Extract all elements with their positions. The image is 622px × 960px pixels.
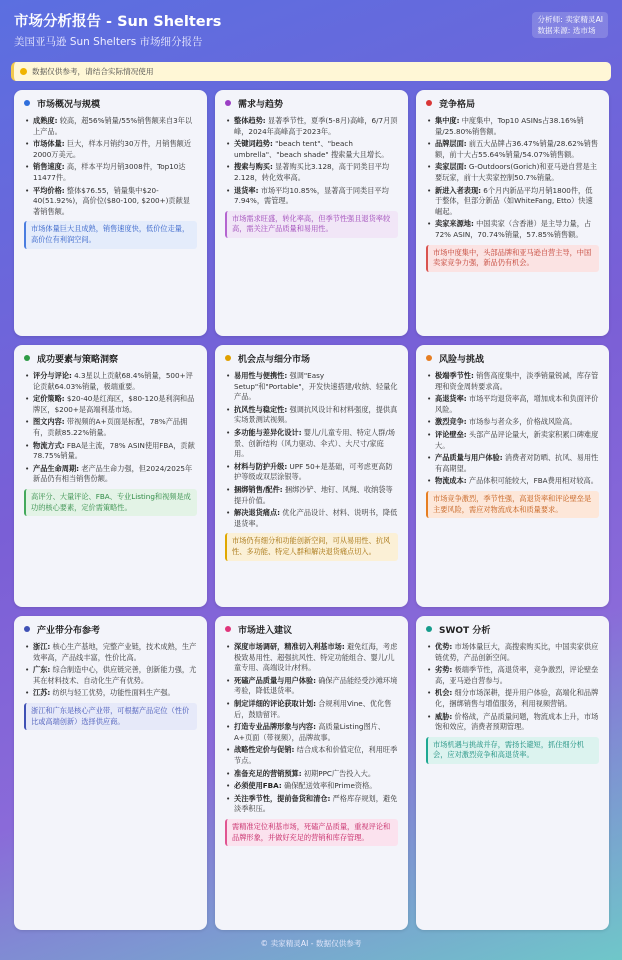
list-item: • 评分与评论: 4.3星以上贡献68.4%销量，500+评论贡献64.03%销量，极端重要。 bbox=[24, 371, 197, 392]
list-item: • 江苏: 纺织与轻工优势，功能性面料生产强。 bbox=[24, 688, 197, 699]
card-title: 风险与挑战 bbox=[426, 354, 599, 367]
list-item: • 多功能与差异化设计: 婴儿/儿童专用、特定人群/场景、创新结构（风力驱动、伞式）、大尺寸/家庭用。 bbox=[225, 428, 398, 460]
card-success-factors bbox=[14, 345, 207, 607]
card-title: 市场概况与规模 bbox=[24, 99, 197, 112]
card-market-overview bbox=[14, 90, 207, 336]
list-item: • 卖家来源地: 中国卖家（含香港）是主导力量，占72% ASIN，70.74%销量，57.85%销售额。 bbox=[426, 219, 599, 240]
conclusion: 浙江和广东是核心产业带，可根据产品定位（性价比或高端创新）选择供应商。 bbox=[24, 703, 197, 730]
source-label: 数据来源: 选市场 bbox=[537, 26, 596, 35]
list-item: • 抗风性与稳定性: 强调抗风设计和材料强度，提供真实场景测试视频。 bbox=[225, 405, 398, 426]
list-item: • 搜索与购买: 显著购买比3.128，高于同类目平均2.128，转化效率高。 bbox=[225, 162, 398, 183]
conclusion: 市场中度集中，头部品牌和亚马逊自营主导，中国卖家竞争力强，新品仍有机会。 bbox=[426, 245, 599, 272]
card-demand-trends bbox=[215, 90, 408, 336]
page-title: 市场分析报告 - Sun Shelters bbox=[14, 14, 222, 30]
list-item: • 易用性与便携性: 强调"Easy Setup"和"Portable"，开发快速搭建/收纳、轻量化产品。 bbox=[225, 371, 398, 403]
bullet-dot-icon bbox=[426, 626, 432, 632]
list-item: • 市场体量: 巨大，样本月销约30万件，月销售额近2000万美元。 bbox=[24, 139, 197, 160]
card-title: 竞争格局 bbox=[426, 99, 599, 112]
list-item: • 平均价格: 整体$76.55，销量集中$20-40(51.92%)，高价位($80-100, $200+)贡献显著销售额。 bbox=[24, 186, 197, 218]
list-item: • 战略性定价与促销: 结合成本和价值定位，利用旺季节点。 bbox=[225, 745, 398, 766]
analyst-label: 分析师: 卖家精灵AI bbox=[537, 15, 603, 24]
card-entry-advice bbox=[215, 616, 408, 930]
card-title: 产业带分布参考 bbox=[24, 625, 197, 638]
list-item: • 准备充足的营销预算: 初期PPC广告投入大。 bbox=[225, 769, 398, 780]
card-opportunities bbox=[215, 345, 408, 607]
list-item: • 评论壁垒: 头部产品评论量大，新卖家积累口碑难度大。 bbox=[426, 430, 599, 451]
bullet-dot-icon bbox=[225, 355, 231, 361]
list-item: • 产品生命周期: 老产品生命力强，但2024/2025年新品仍有相当销售份额。 bbox=[24, 464, 197, 485]
list-item: • 打造专业品牌形象与内容: 高质量Listing图片、A+页面（带视频），品牌故事。 bbox=[225, 722, 398, 743]
list-item: • 高退货率: 市场平均退货率高，增加成本和负面评价风险。 bbox=[426, 394, 599, 415]
list-item: • 浙江: 核心生产基地，完整产业链，技术成熟，生产效率高，产品线丰富，性价比高。 bbox=[24, 642, 197, 663]
list-item: • 劣势: 极端季节性，高退货率，竞争激烈，评论壁垒高，亚马逊自营参与。 bbox=[426, 665, 599, 686]
card-title: SWOT 分析 bbox=[426, 625, 599, 638]
list-item: • 整体趋势: 显著季节性，夏季(5-8月)高峰，6/7月顶峰，2024年高峰高于2023年。 bbox=[225, 116, 398, 137]
conclusion: 市场仍有细分和功能创新空间，可从易用性、抗风性、多功能、特定人群和解决退货痛点切入。 bbox=[225, 533, 398, 560]
list-item: • 必须使用FBA: 确保配送效率和Prime资格。 bbox=[225, 781, 398, 792]
meta-box bbox=[532, 12, 608, 38]
list-item: • 制定详细的评论获取计划: 合规利用Vine、优化售后，鼓励留评。 bbox=[225, 699, 398, 720]
report-header bbox=[14, 12, 608, 56]
list-item: • 品牌层面: 前五大品牌占36.47%销量/28.62%销售额，前十大占55.64%销量/54.07%销售额。 bbox=[426, 139, 599, 160]
list-item: • 物流成本: 产品体积可能较大，FBA费用相对较高。 bbox=[426, 476, 599, 487]
list-item: • 极端季节性: 销售高度集中，淡季销量锐减，库存管理和资金周转要求高。 bbox=[426, 371, 599, 392]
list-item: • 威胁: 价格战，产品质量问题，物流成本上升，市场饱和效应，消费者预期管理。 bbox=[426, 712, 599, 733]
list-item: • 关注季节性，提前备货和清仓: 严格库存规划，避免淡季积压。 bbox=[225, 794, 398, 815]
list-item: • 成熟度: 较高，超56%销量/55%销售额来自3年以上产品。 bbox=[24, 116, 197, 137]
list-item: • 解决退货痛点: 优化产品设计、材料、说明书，降低退货率。 bbox=[225, 508, 398, 529]
list-item: • 集中度: 中度集中，Top10 ASINs占38.16%销量/25.80%销售额。 bbox=[426, 116, 599, 137]
list-item: • 死磕产品质量与用户体验: 确保产品能经受沙滩环境考验，降低退货率。 bbox=[225, 676, 398, 697]
notice-text: 数据仅供参考，请结合实际情况使用 bbox=[32, 67, 154, 76]
bullet-dot-icon bbox=[24, 100, 30, 106]
conclusion: 需精准定位利基市场，死磕产品质量，重视评论和品牌形象，并做好充足的营销和库存管理。 bbox=[225, 819, 398, 846]
list-item: • 卖家层面: G-Outdoors(Gorich)和亚马逊自营是主要玩家，前十大卖家控制50.7%销量。 bbox=[426, 162, 599, 183]
conclusion: 市场体量巨大且成熟，销售速度快，低价位走量，高价位有利润空间。 bbox=[24, 221, 197, 248]
conclusion: 高评分、大量评论、FBA、专业Listing和视频是成功的核心要素，定价需策略性。 bbox=[24, 489, 197, 516]
bullet-dot-icon bbox=[24, 626, 30, 632]
list-item: • 物流方式: FBA是主流，78% ASIN使用FBA，贡献78.75%销量。 bbox=[24, 441, 197, 462]
card-title: 成功要素与策略洞察 bbox=[24, 354, 197, 367]
list-item: • 优势: 市场体量巨大，高搜索购买比，中国卖家供应链优势，产品创新空间。 bbox=[426, 642, 599, 663]
disclaimer-notice bbox=[11, 62, 611, 81]
list-item: • 定价策略: $20-40是红海区，$80-120是利润和品牌区，$200+是高端利基市场。 bbox=[24, 394, 197, 415]
list-item: • 广东: 综合制造中心，供应链完善，创新能力强，尤其在材料技术、自动化生产有优势。 bbox=[24, 665, 197, 686]
list-item: • 捆绑销售/配件: 捆绑沙铲、地钉、风绳、收纳袋等提升价值。 bbox=[225, 485, 398, 506]
list-item: • 激烈竞争: 市场参与者众多，价格战风险高。 bbox=[426, 417, 599, 428]
conclusion: 市场竞争激烈，季节性强，高退货率和评论壁垒是主要风险，需应对物流成本和质量要求。 bbox=[426, 491, 599, 518]
bullet-dot-icon bbox=[426, 355, 432, 361]
list-item: • 新进入者表现: 6个月内新品平均月销1800件，低于整体，但部分新品（如WhiteFang, Etto）快速崛起。 bbox=[426, 186, 599, 218]
card-industrial-belts bbox=[14, 616, 207, 930]
conclusion: 市场需求旺盛，转化率高，但季节性强且退货率较高，需关注产品质量和易用性。 bbox=[225, 211, 398, 238]
list-item: • 关键词趋势: "beach tent"、"beach umbrella"、"beach shade" 搜索量大且增长。 bbox=[225, 139, 398, 160]
page-subtitle: 美国亚马逊 Sun Shelters 市场细分报告 bbox=[14, 36, 203, 48]
list-item: • 机会: 细分市场深耕，提升用户体验，高端化和品牌化，捆绑销售与增值服务，利用视频营销。 bbox=[426, 688, 599, 709]
conclusion: 市场机遇与挑战并存，需扬长避短，抓住细分机会，应对激烈竞争和高退货率。 bbox=[426, 737, 599, 764]
card-swot bbox=[416, 616, 609, 930]
bullet-dot-icon bbox=[225, 100, 231, 106]
bullet-dot-icon bbox=[24, 355, 30, 361]
list-item: • 图文内容: 带视频的A+页面是标配，78%产品拥有，贡献85.22%销量。 bbox=[24, 417, 197, 438]
card-title: 市场进入建议 bbox=[225, 625, 398, 638]
warning-dot-icon bbox=[20, 68, 27, 75]
bullet-dot-icon bbox=[225, 626, 231, 632]
card-risks bbox=[416, 345, 609, 607]
card-title: 机会点与细分市场 bbox=[225, 354, 398, 367]
footer: © 卖家精灵AI - 数据仅供参考 bbox=[260, 939, 362, 948]
bullet-dot-icon bbox=[426, 100, 432, 106]
list-item: • 材料与防护升级: UPF 50+是基础，可考虑更高防护等级或双层涂银等。 bbox=[225, 462, 398, 483]
card-title: 需求与趋势 bbox=[225, 99, 398, 112]
list-item: • 销售速度: 高，样本平均月销3008件，Top10达11477件。 bbox=[24, 162, 197, 183]
list-item: • 产品质量与用户体验: 消费者对防晒、抗风、易用性有高期望。 bbox=[426, 453, 599, 474]
card-competition bbox=[416, 90, 609, 336]
list-item: • 退货率: 市场平均10.85%，显著高于同类目平均7.94%，需管理。 bbox=[225, 186, 398, 207]
list-item: • 深度市场调研，精准切入利基市场: 避免红海，考虑极致易用性、超强抗风性、特定功能组合、婴儿/儿童专用、高端设计/材料。 bbox=[225, 642, 398, 674]
